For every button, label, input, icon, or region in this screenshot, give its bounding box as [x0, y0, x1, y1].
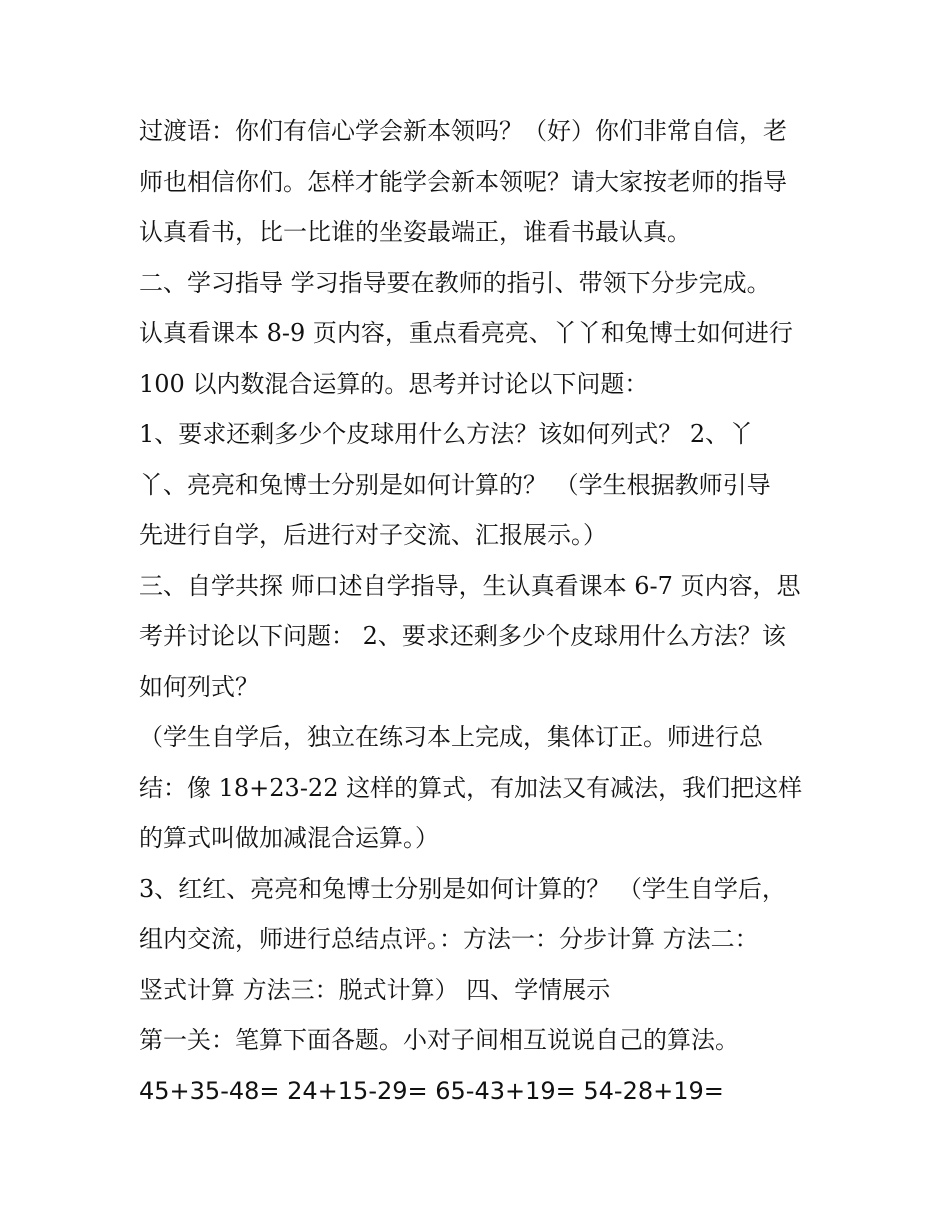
- text-line: 先进行自学，后进行对子交流、汇报展示。）: [139, 521, 607, 549]
- text-line: 的算式叫做加减混合运算。）: [139, 824, 439, 852]
- section-heading-line: 二、学习指导 学习指导要在教师的指引、带领下分步完成。: [139, 268, 771, 297]
- text-line: 100 以内数混合运算的。思考并讨论以下问题：: [139, 369, 649, 398]
- text-line: （学生自学后，独立在练习本上完成，集体订正。师进行总: [139, 723, 763, 751]
- question-line: 丫、亮亮和兔博士分别是如何计算的？ （学生根据教师引导: [139, 470, 771, 499]
- question-line: 考并讨论以下问题： 2、要求还剩多少个皮球用什么方法？该: [139, 622, 786, 650]
- exercise-problems-line: 45+35-48= 24+15-29= 65-43+19= 54-28+19=: [139, 1076, 724, 1105]
- section-heading-line: 三、自学共探 师口述自学指导，生认真看课本 6-7 页内容，思: [139, 571, 801, 600]
- section-heading-line: 竖式计算 方法三：脱式计算） 四、学情展示: [139, 975, 611, 1004]
- text-line: 过渡语：你们有信心学会新本领吗？（好）你们非常自信，老: [139, 117, 787, 145]
- question-line: 3、红红、亮亮和兔博士分别是如何计算的？ （学生自学后，: [139, 874, 786, 903]
- text-line: 认真看课本 8-9 页内容，重点看亮亮、丫丫和兔博士如何进行: [139, 319, 793, 347]
- question-line: 1、要求还剩多少个皮球用什么方法？该如何列式？ 2、丫: [139, 420, 754, 448]
- text-line: 组内交流，师进行总结点评。：方法一：分步计算 方法二：: [139, 925, 759, 953]
- document-body: [139, 106, 829, 1116]
- text-line: 结：像 18+23-22 这样的算式，有加法又有减法，我们把这样: [139, 773, 803, 802]
- question-line: 如何列式？: [139, 672, 259, 701]
- text-line: 认真看书，比一比谁的坐姿最端正，谁看书最认真。: [139, 218, 691, 246]
- text-line: 师也相信你们。怎样才能学会新本领呢？请大家按老师的指导: [139, 167, 787, 196]
- exercise-instruction-line: 第一关：笔算下面各题。小对子间相互说说自己的算法。: [139, 1026, 739, 1054]
